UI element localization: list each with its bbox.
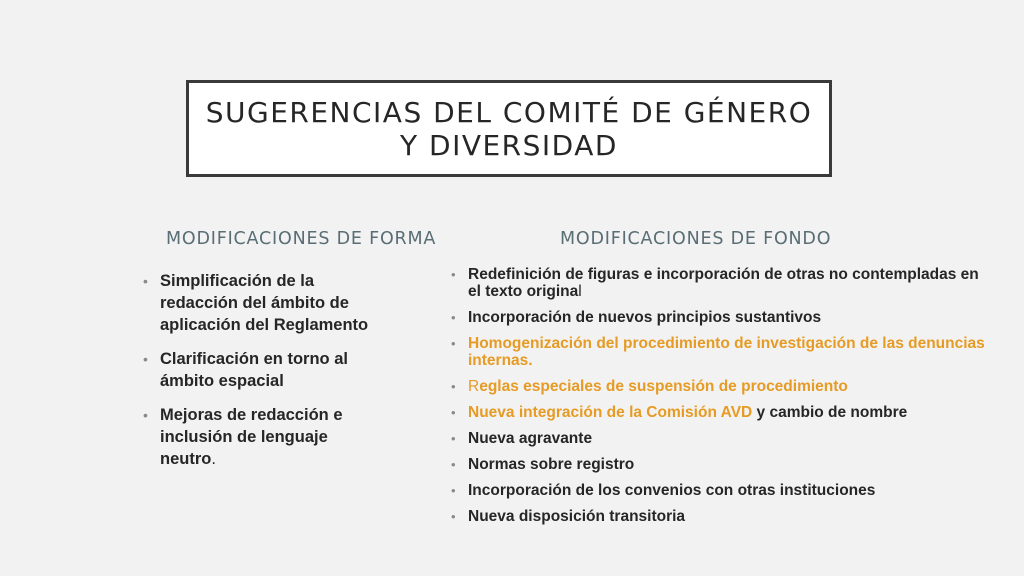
- list-item-text: Simplificación de la redacción del ámbito de aplicación del Reglamento: [160, 272, 369, 334]
- list-item-text: Normas sobre registro: [468, 456, 635, 473]
- list-item-text: eglas especiales de suspensión de procedimiento: [479, 378, 848, 395]
- list-item: [451, 309, 988, 326]
- list-item: [451, 266, 988, 300]
- forma-list: [143, 270, 380, 482]
- list-item: [451, 482, 988, 499]
- bullet-icon: •: [451, 457, 456, 472]
- list-item: [451, 430, 988, 447]
- bullet-icon: •: [451, 509, 456, 524]
- list-item-trailing: l: [578, 283, 582, 300]
- list-item-highlighted: [451, 378, 988, 395]
- list-item-text: Clarificación en torno al ámbito espacial: [160, 350, 348, 390]
- list-item-text: Incorporación de nuevos principios sustantivos: [468, 309, 822, 326]
- bullet-icon: •: [451, 336, 456, 351]
- list-item-text: Nueva agravante: [468, 430, 593, 447]
- list-item-highlighted: [451, 335, 988, 369]
- list-item: [451, 456, 988, 473]
- list-item: [451, 508, 988, 525]
- bullet-icon: •: [143, 407, 148, 423]
- bullet-icon: •: [451, 267, 456, 282]
- title-box: [186, 80, 832, 177]
- title-line-2: Y DIVERSIDAD: [400, 128, 618, 162]
- list-item-text: Homogenización del procedimiento de investigación de las denuncias internas.: [468, 335, 985, 369]
- list-item-text: Redefinición de figuras e incorporación de otras no contempladas en el texto origina: [468, 266, 979, 300]
- list-item-trailing: y cambio de nombre: [752, 404, 908, 421]
- list-item-lead: R: [468, 378, 480, 395]
- bullet-icon: •: [451, 310, 456, 325]
- list-item: [143, 404, 380, 470]
- bullet-icon: •: [451, 483, 456, 498]
- bullet-icon: •: [143, 273, 148, 289]
- list-item-text: Incorporación de los convenios con otras instituciones: [468, 482, 876, 499]
- slide-title: [206, 96, 813, 162]
- list-item: [143, 270, 380, 336]
- list-item: [143, 348, 380, 392]
- bullet-icon: •: [451, 405, 456, 420]
- list-item-text: Nueva integración de la Comisión AVD: [468, 404, 753, 421]
- forma-heading: MODIFICACIONES DE FORMA: [166, 229, 437, 249]
- list-item: [451, 404, 988, 421]
- title-line-1: SUGERENCIAS DEL COMITÉ DE GÉNERO: [205, 95, 813, 129]
- fondo-list: [451, 266, 988, 534]
- list-item-text: Nueva disposición transitoria: [468, 508, 686, 525]
- list-item-trailing: .: [211, 450, 216, 468]
- bullet-icon: •: [451, 379, 456, 394]
- fondo-heading: MODIFICACIONES DE FONDO: [560, 229, 832, 249]
- bullet-icon: •: [451, 431, 456, 446]
- bullet-icon: •: [143, 351, 148, 367]
- list-item-text: Mejoras de redacción e inclusión de lenguaje neutro: [160, 406, 343, 468]
